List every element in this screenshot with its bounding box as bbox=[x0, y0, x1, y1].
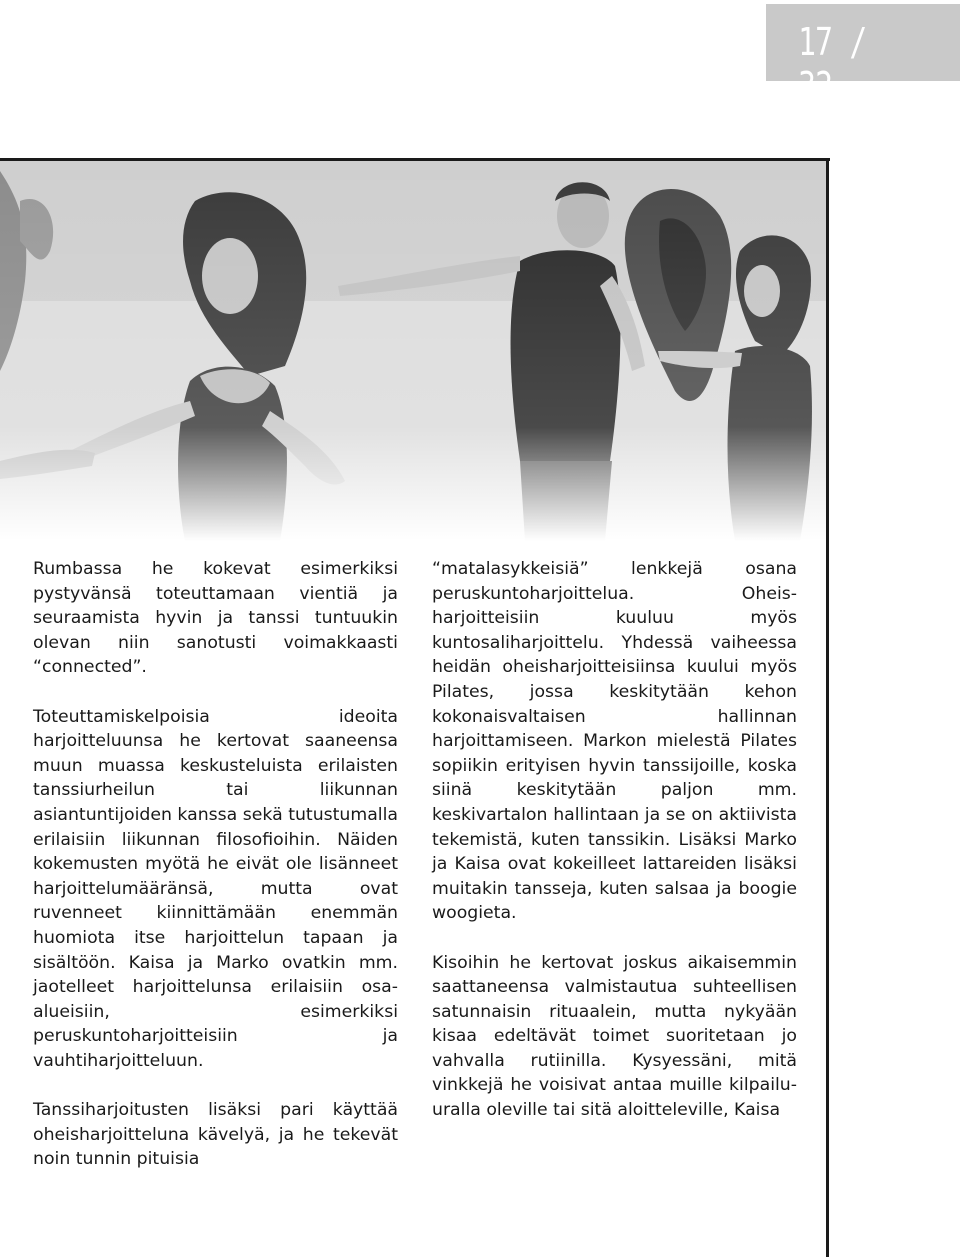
left-paragraph-3: Tanssiharjoitusten lisäksi pari käyttää oheisharjoitteluna kävelyä, ja he tekevät noin tunnin pituisia bbox=[33, 1100, 398, 1170]
left-column bbox=[33, 557, 398, 1196]
right-column bbox=[432, 557, 797, 1147]
right-paragraph-2: Kisoihin he kertovat joskus aikaisemmin saattaneensa valmistautua suhteellisen satunnaisin rituaalein, mutta nykyään kisaa edeltävät toimet suoritetaan jo vahvalla rutiinilla. Kysyessäni, mitä vinkkejä he voisivat antaa muille kilpailu-uralla oleville tai sitä aloitteleville, Kaisa bbox=[432, 952, 797, 1121]
left-paragraph-1: Rumbassa he kokevat esimerkiksi pystyvänsä toteuttamaan vientiä ja seuraamista hyvin ja tanssi tuntuukin olevan niin sanotusti voimakkaasti “connected”. bbox=[33, 559, 398, 678]
frame-right-rule bbox=[826, 158, 829, 1257]
left-paragraph-2: Toteuttamiskelpoisia ideoita harjoitteluunsa he kertovat saaneensa muun muassa keskusteluista erilaisten tanssiurheilun tai liikunnan asiantuntijoiden kanssa sekä tutustumalla erilaisiin liikunnan filosofioihin. Näiden kokemusten myötä he eivät ole lisänneet harjoittelumääränsä, mutta ovat ruvenneet kiinnittämään enemmän huomiota itse harjoittelun tapaan ja sisältöön. Kaisa ja Marko ovatkin mm. jaotelleet harjoittelunsa erilaisiin osa-alueisiin, esimerkiksi peruskuntoharjoitteisiin ja vauhtiharjoitteluun. bbox=[33, 706, 398, 1071]
page-number: 17 / 32 bbox=[798, 20, 867, 108]
right-paragraph-1: “matalasykkeisiä” lenkkejä osana peruskuntoharjoittelua. Oheis-harjoitteisiin kuuluu myös kuntosaliharjoittelu. Yhdessä vaiheessa heidän oheisharjoitteisiinsa kuului myös Pilates, jossa keskitytään kehon kokonaisvaltaisen hallinnan harjoittamiseen. Markon mielestä Pilates sopiikin erityisen hyvin tanssijoille, koska siinä keskitytään paljon mm. keskivartalon hallintaan ja se on aktiivista tekemistä, kuten tanssikin. Lisäksi Marko ja Kaisa ovat kokeilleet lattareiden lisäksi muitakin tansseja, kuten salsaa ja boogie woogieta. bbox=[432, 559, 797, 924]
dancers-photo bbox=[0, 161, 826, 541]
dancers-photo-icon bbox=[0, 161, 826, 541]
page-number-box bbox=[766, 4, 960, 108]
